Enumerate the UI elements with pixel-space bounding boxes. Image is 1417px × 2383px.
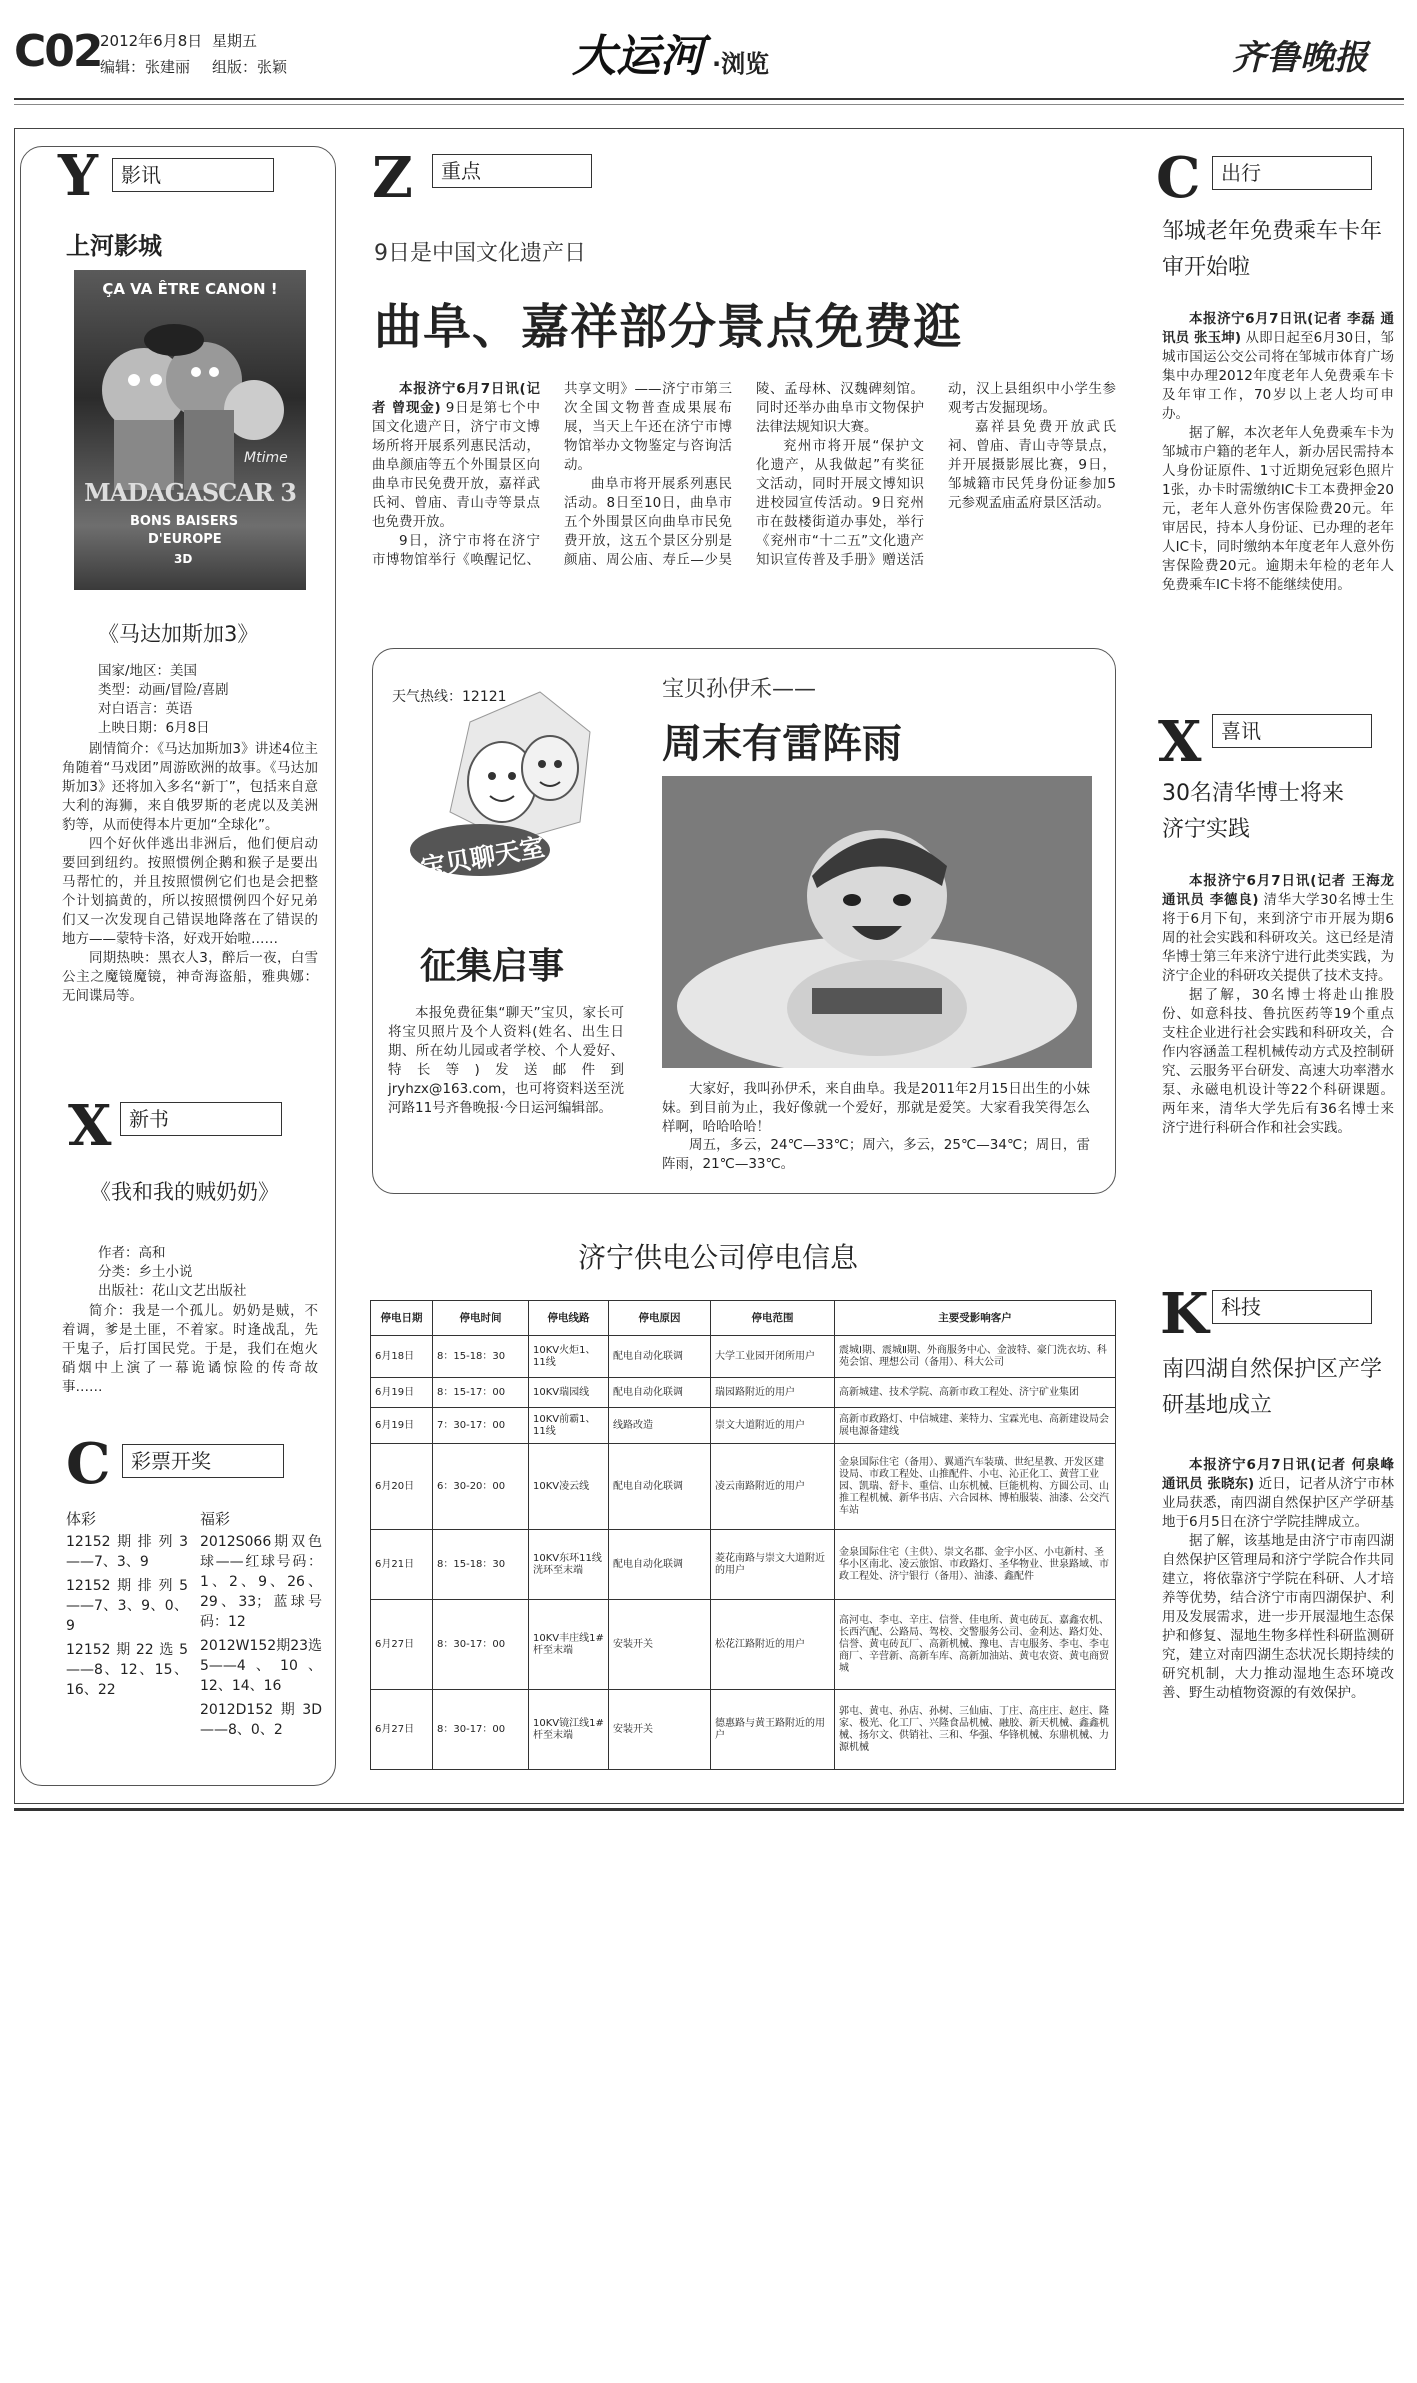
table-row [371,1530,1116,1600]
outage-cell-date: 6月21日 [371,1530,433,1600]
outage-cell-reason: 安装开关 [609,1600,711,1690]
outage-table [370,1300,1116,1770]
baby-kicker: 宝贝孙伊禾—— [662,677,817,702]
tech-article-p1 [1162,1456,1394,1532]
outage-cell-customers: 高新市政路灯、中信城建、莱特力、宝霖光电、高新建设局会展电源备建线 [835,1408,1116,1444]
poster-tagline: ÇA VA ÊTRE CANON ! [102,280,278,298]
outage-cell-range: 崇文大道附近的用户 [711,1408,835,1444]
baby-text: 大家好，我叫孙伊禾，来自曲阜。我是2011年2月15日出生的小妹妹。到目前为止，我好像就一个爱好，那就是爱笑。大家看我笑得怎么样啊，哈哈哈哈！ [662,1081,1090,1135]
notice-text: 本报免费征集“聊天”宝贝，家长可将宝贝照片及个人资料(姓名、出生日期、所在幼儿园或者学校、个人爱好、特长等)发送邮件到jryhzx@163.com，也可将资料送至洸河路11号齐鲁晚报·今日运河编辑部。 [388,1005,624,1116]
cinema-name: 上河影城 [66,232,162,260]
outage-cell-customers: 高新城建、技术学院、高新市政工程处、济宁矿业集团 [835,1378,1116,1408]
poster-subtitle-1: BONS BAISERS [130,514,239,529]
center-article-lead: 本报济宁6月7日讯(记者 曾现金) [372,381,540,416]
poster-title: MADAGASCAR 3 [84,478,296,507]
weather-hotline: 天气热线：12121 [392,689,507,705]
tech-headline: 南四湖自然保护区产学研基地成立 [1162,1357,1383,1418]
outage-cell-customers: 金泉国际住宅（主供）、崇文名郡、金宇小区、小屯新村、圣华小区南北、凌云旅馆、市政路灯、圣华物业、世泉路域、市政工程处、济宁银行（备用）、油漆、鑫配件 [835,1530,1116,1600]
lottery-welfare [200,1532,322,1740]
outage-cell-line: 10KV凌云线 [529,1444,609,1530]
outage-cell-range: 凌云南路附近的用户 [711,1444,835,1530]
header-rule-thin [14,104,1404,105]
travel-article-lead: 本报济宁6月7日讯(记者 李磊 通讯员 张玉坤) [1162,311,1394,346]
book-detail-category: 分类：乡土小说 [98,1264,193,1280]
lottery-sports-item: 12152期排列5——7、3、9、0、9 [66,1578,188,1634]
travel-section-letter: C [1156,145,1201,211]
table-row [371,1444,1116,1530]
lottery-sports [66,1532,188,1700]
outage-header-line: 停电线路 [529,1301,609,1336]
outage-cell-reason: 配电自动化联调 [609,1530,711,1600]
outage-cell-time: 8：30-17：00 [433,1690,529,1770]
tech-article-lead: 本报济宁6月7日讯(记者 何泉峰 通讯员 张晓东) [1162,1457,1394,1492]
header-rule [14,98,1404,100]
outage-header-time: 停电时间 [433,1301,529,1336]
lottery-section-label: 彩票开奖 [122,1444,284,1478]
outage-cell-line: 10KV瑞园线 [529,1378,609,1408]
brand-logo: 大运河 [572,31,704,82]
baby-chat-logo-text: 宝贝聊天室 [418,832,547,883]
outage-cell-range: 德惠路与黄王路附近的用户 [711,1690,835,1770]
lottery-welfare-item: 2012D152期3D——8、0、2 [200,1702,322,1738]
book-title: 《我和我的贼奶奶》 [90,1180,279,1204]
film-details [98,662,308,738]
header-date: 2012年6月8日 [100,32,203,50]
poster-3d: 3D [174,552,193,566]
table-row [371,1378,1116,1408]
poster-watermark: Mtime [244,450,288,466]
outage-header-row [371,1301,1116,1336]
baby-weather: 周五，多云，24℃—33℃；周六，多云，25℃—34℃；周日，雷阵雨，21℃—33℃。 [662,1137,1090,1172]
outage-cell-customers: 高河屯、李屯、辛庄、信誉、佳电所、黄屯砖瓦、嘉鑫农机、长西汽配、公路局、驾校、交警服务公司、金利达、路灯处、信誉、黄屯砖瓦厂、高新机械、豫电、吉屯服务、李屯、李屯商厂、辛营新、高新车库、高新加油站、黄屯农资、黄屯商贸城 [835,1600,1116,1690]
outage-cell-customers: 震城Ⅰ期、震城Ⅱ期、外商服务中心、金波特、豪门洗衣坊、科苑会馆、理想公司（备用）、科大公司 [835,1336,1116,1378]
outage-cell-reason: 线路改造 [609,1408,711,1444]
outage-cell-date: 6月27日 [371,1690,433,1770]
outage-cell-time: 6：30-20：00 [433,1444,529,1530]
paper-name: 齐鲁晚报 [1232,38,1368,78]
outage-cell-time: 8：15-18：30 [433,1530,529,1600]
film-detail-release: 上映日期：6月8日 [98,720,210,736]
happy-article-p1 [1162,872,1394,986]
travel-headline: 邹城老年免费乘车卡年审开始啦 [1162,219,1383,280]
film-synopsis-p1: 剧情简介：《马达加斯加3》讲述4位主角随着“马戏团”周游欧洲的故事。《马达加斯加3》还将加入多名“新丁”，包括来自意大利的海狮，来自俄罗斯的老虎以及美洲豹等，从而使得本片更加“全球化”。 [62,741,318,833]
table-row [371,1600,1116,1690]
lottery-sports-item: 12152期排列3——7、3、9 [66,1534,188,1570]
lottery-sports-label: 体彩 [66,1510,97,1528]
tech-section-label: 科技 [1212,1290,1372,1324]
movie-poster [74,270,306,590]
outage-cell-time: 8：30-17：00 [433,1600,529,1690]
brand-suffix: ·浏览 [712,50,770,78]
outage-header-reason: 停电原因 [609,1301,711,1336]
outage-cell-reason: 配电自动化联调 [609,1336,711,1378]
header-layout: 组版：张颖 [212,58,288,76]
tech-article-p2: 据了解，该基地是由济宁市南四湖自然保护区管理局和济宁学院合作共同建立，将依靠济宁学院在科研、人才培养等优势，结合济宁市南四湖保护、利用及发展需求，进一步开展湿地生态保护和修复、湿地生物多样性科研监测研究，建立对南四湖生态状况长期持续的研究机制，大力推动湿地生态环境改善、野生动植物资源的有效保护。 [1162,1533,1394,1701]
outage-header-customers: 主要受影响客户 [835,1301,1116,1336]
happy-section-letter: X [1158,709,1202,775]
outage-cell-range: 菱花南路与崇文大道附近的用户 [711,1530,835,1600]
outage-cell-time: 8：15-18：30 [433,1336,529,1378]
tech-article-p1-text: 近日，记者从济宁市林业局获悉，南四湖自然保护区产学研基地于6月5日在济宁学院挂牌成立。 [1162,1476,1395,1530]
happy-article [1162,872,1394,1138]
lottery-section-letter: C [66,1431,111,1497]
outage-cell-line: 10KV镜江线1#杆至末端 [529,1690,609,1770]
outage-cell-range: 松花江路附近的用户 [711,1600,835,1690]
outage-title: 济宁供电公司停电信息 [578,1241,859,1274]
film-detail-language: 对白语言：英语 [98,701,193,717]
outage-cell-reason: 配电自动化联调 [609,1444,711,1530]
film-detail-country: 国家/地区：美国 [98,663,198,679]
tech-section-letter: K [1160,1281,1209,1347]
outage-cell-range: 大学工业园开闭所用户 [711,1336,835,1378]
outage-cell-customers: 郭屯、黄屯、孙店、孙树、三仙庙、丁庄、高庄庄、赵庄、隆家、极光、化工厂、兴隆食品机械、融胶、新天机械、鑫鑫机械、扬尔文、供销社、三和、华强、华锋机械、东鼎机械、力源机械 [835,1690,1116,1770]
book-synopsis: 简介：我是一个孤儿。奶奶是贼，不着调，爹是土匪，不着家。时逢战乱，先干鬼子，后打国民党。于是，我们在炮火硝烟中上演了一幕诡谲惊险的传奇故事…… [62,1303,318,1395]
film-synopsis-p2: 四个好伙伴逃出非洲后，他们便启动要回到纽约。按照惯例企鹅和猴子是要出马帮忙的，并且按照惯例它们也是会把整个计划搞黄的，所以按照惯例四个好兄弟们又一次发现自己错误地降落在了错误的地方——蒙特卡洛，好戏开始啦…… [62,836,318,947]
outage-cell-line: 10KV火炬1、11线 [529,1336,609,1378]
table-row [371,1690,1116,1770]
center-article-p1-text: 9日是第七个中国文化遗产日，济宁市文博场所将开展系列惠民活动，曲阜颜庙等五个外围景区向曲阜市民免费开放，嘉祥武氏祠、曾庙、青山寺等景点也免费开放。 [372,400,540,530]
outage-header-range: 停电范围 [711,1301,835,1336]
tech-article [1162,1456,1394,1703]
center-section-letter: Z [372,145,413,211]
baby-headline: 周末有雷阵雨 [662,721,902,767]
outage-cell-range: 瑞园路附近的用户 [711,1378,835,1408]
header-weekday: 星期五 [212,32,258,50]
lottery-welfare-label: 福彩 [200,1510,231,1528]
header-editor: 编辑：张建丽 [100,58,191,76]
outage-cell-date: 6月20日 [371,1444,433,1530]
outage-cell-customers: 金泉国际住宅（备用）、翼通汽车装璜、世纪星教、开发区建设局、市政工程处、山推配件、小屯、沁正化工、黄营工业园、凯瑞、舒卡、重信、山东机械、巨能机构、方圆公司、山推工程机械、新华书店、六合园林、博柏服装、油漆、公交汽车站 [835,1444,1116,1530]
travel-article-p1 [1162,310,1394,424]
poster-subtitle-2: D'EUROPE [148,532,222,547]
center-article-p2: 9日，济宁市将在济宁市博物馆举行《唤醒记忆、共享文明》——济宁市第三次全国文物普查成果展布展，当天上午还在济宁市博物馆举办文物鉴定与咨询活动。 [372,381,732,568]
happy-article-lead: 本报济宁6月7日讯(记者 王海龙 通讯员 李德良) [1162,873,1394,908]
center-article [372,380,1116,630]
outage-cell-line: 10KV东环11线洸环至末端 [529,1530,609,1600]
outage-cell-reason: 安装开关 [609,1690,711,1770]
movies-section-letter: Y [58,143,98,209]
books-section-letter: X [68,1093,112,1159]
outage-cell-time: 7：30-17：00 [433,1408,529,1444]
film-synopsis [62,740,318,1006]
outage-cell-date: 6月19日 [371,1408,433,1444]
happy-article-p2: 据了解，30名博士将赴山推股份、如意科技、鲁抗医药等19个重点支柱企业进行社会实践和科研攻关，合作内容涵盖工程机械传动方式及控制研究、云服务平台研发、高速大功率潜水泵、永磁电机设计等22个科研课题。两年来，清华大学先后有36名博士来济宁进行科研合作和社会实践。 [1162,987,1394,1136]
outage-cell-reason: 配电自动化联调 [609,1378,711,1408]
outage-cell-line: 10KV前霸1、11线 [529,1408,609,1444]
page-code: C02 [14,26,102,77]
outage-cell-date: 6月18日 [371,1336,433,1378]
center-kicker: 9日是中国文化遗产日 [374,241,586,266]
outage-cell-date: 6月27日 [371,1600,433,1690]
book-detail-publisher: 出版社：花山文艺出版社 [98,1283,247,1299]
travel-section-label: 出行 [1212,156,1372,190]
happy-article-p1-text: 清华大学30名博士生将于6月下旬，来到济宁市开展为期6周的社会实践和科研攻关。这已经是清华博士第三年来济宁进行此类实践，为济宁企业的科研攻关提供了技术支持。 [1162,892,1394,984]
center-article-p3: 曲阜市将开展系列惠民活动。8日至10日，曲阜市五个外围景区向曲阜市民免费开放，这五个景区分别是颜庙、周公庙、寿丘—少昊陵、孟母林、汉魏碑刻馆。同时还举办曲阜市文物保护法律法规知识大赛。 [564,381,924,568]
outage-cell-line: 10KV丰庄线1#杆至末端 [529,1600,609,1690]
outage-header-date: 停电日期 [371,1301,433,1336]
happy-section-label: 喜讯 [1212,714,1372,748]
center-article-p5: 嘉祥县免费开放武氏祠、曾庙、青山寺等景点，并开展摄影展比赛，9日，邹城籍市民凭身份证参加5元参观孟庙孟府景区活动。 [948,419,1116,511]
books-section-label: 新书 [120,1102,282,1136]
table-row [371,1408,1116,1444]
happy-headline: 30名清华博士将来济宁实践 [1162,781,1344,842]
bottom-rule [14,1808,1404,1811]
film-synopsis-p3: 同期热映：黑衣人3，醉后一夜，白雪公主之魔镜魔镜，神奇海盗船，雅典娜：无间谍局等。 [62,950,318,1004]
book-details [98,1244,308,1301]
center-article-p1 [372,380,540,532]
book-detail-author: 作者：高和 [98,1245,166,1261]
travel-article-p2: 据了解，本次老年人免费乘车卡为邹城市户籍的老年人，新办居民需持本人身份证原件、1寸近期免冠彩色照片1张，办卡时需缴纳IC卡工本费押金20元，老年人意外伤害保险费20元。年审居民，持本人身份证、已办理的老年人IC卡，同时缴纳本年度老年人意外伤害保险费20元。逾期未年检的老年人免费乘车IC卡将不能继续使用。 [1162,425,1394,593]
lottery-welfare-item: 2012W152期23选5——4、10、12、14、16 [200,1638,323,1694]
film-title: 《马达加斯加3》 [98,622,259,646]
lottery-sports-item: 12152期22选5——8、12、15、16、22 [66,1642,188,1698]
film-detail-genre: 类型：动画/冒险/喜剧 [98,682,229,698]
table-row [371,1336,1116,1378]
lottery-welfare-item: 2012S066期双色球——红球号码：1、2、9、26、29、33；蓝球号码：12 [200,1534,322,1630]
poster-characters-image [74,300,306,500]
center-headline: 曲阜、嘉祥部分景点免费逛 [374,299,963,355]
outage-cell-date: 6月19日 [371,1378,433,1408]
travel-article [1162,310,1394,595]
movies-section-label: 影讯 [112,158,274,192]
center-article-p4: 兖州市将开展“保护文化遗产，从我做起”有奖征文活动，同时开展文博知识进校园宣传活动。9日兖州市在鼓楼街道办事处，举行《兖州市“十二五”文化遗产知识宣传普及手册》赠送活动，汉上县组织中小学生参观考古发掘现场。 [756,381,1116,568]
outage-cell-time: 8：15-17：00 [433,1378,529,1408]
notice-title: 征集启事 [420,946,565,987]
center-section-label: 重点 [432,154,592,188]
travel-article-p1-text: 从即日起至6月30日，邹城市国运公交公司将在邹城市体育广场集中办理2012年度老年人免费乘车卡及年审工作，70岁以上老人均可申办。 [1162,330,1394,422]
baby-photo [662,776,1092,1068]
